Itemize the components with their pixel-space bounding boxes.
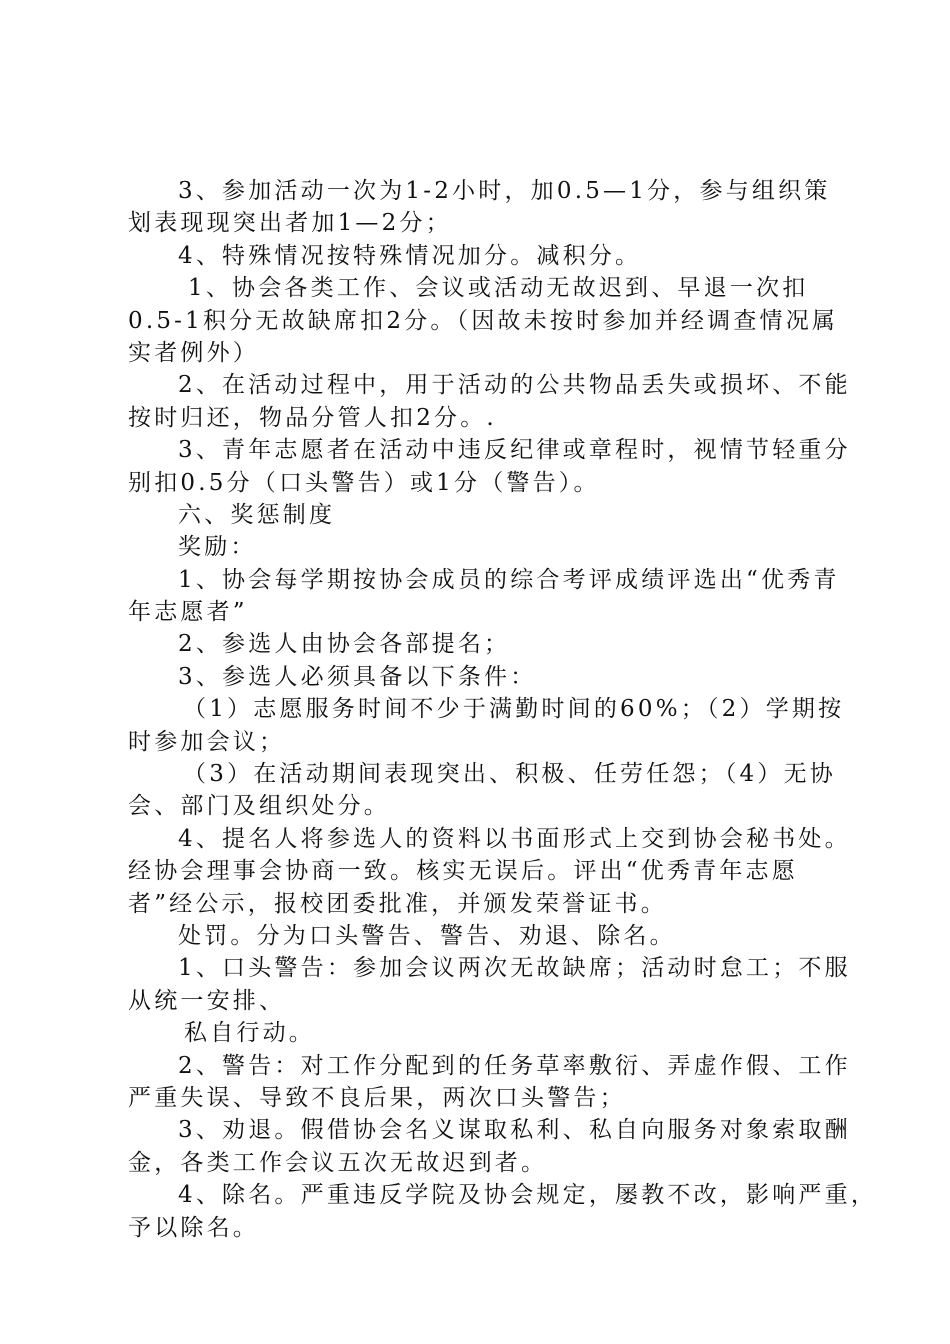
document-body	[128, 175, 878, 1244]
section-heading: 六、奖惩制度	[178, 501, 336, 528]
text-line: 3、参选人必须具备以下条件：	[178, 663, 537, 690]
text-line: 4、提名人将参选人的资料以书面形式上交到协会秘书处。	[178, 825, 851, 852]
sub-heading: 奖励：	[178, 534, 257, 561]
text-line: 严重失误、导致不良后果，两次口头警告；	[128, 1084, 626, 1111]
text-line: 者”经公示，报校团委批准，并颁发荣誉证书。	[128, 890, 667, 917]
text-line: （1）志愿服务时间不少于满勤时间的60%；（2）学期按	[183, 696, 845, 723]
text-line: 私自行动。	[184, 1020, 315, 1047]
text-line: 3、劝退。假借协会名义谋取私利、私自向服务对象索取酬	[178, 1117, 851, 1144]
text-line: 按时归还，物品分管人扣2分。.	[128, 404, 497, 431]
text-line: 经协会理事会协商一致。核实无误后。评出“优秀青年志愿	[128, 858, 798, 885]
text-line: 予以除名。	[128, 1214, 259, 1241]
text-line: 2、参选人由协会各部提名；	[178, 631, 511, 658]
text-line: 别扣0.5分（口头警告）或1分（警告）。	[128, 469, 600, 496]
text-line: 4、除名。严重违反学院及协会规定，屡教不改，影响严重，	[178, 1182, 878, 1209]
text-line: 年志愿者”	[128, 599, 248, 626]
text-line: 3、青年志愿者在活动中违反纪律或章程时，视情节轻重分	[178, 437, 851, 464]
text-line: 0.5-1积分无故缺席扣2分。（因故未按时参加并经调查情况属	[128, 307, 839, 334]
text-line: 1、口头警告：参加会议两次无故缺席；活动时怠工；不服	[178, 955, 851, 982]
text-line: 4、特殊情况按特殊情况加分。减积分。	[178, 242, 642, 269]
text-line: 1、协会每学期按协会成员的综合考评成绩评选出“优秀青	[178, 566, 840, 593]
text-line: 划表现现突出者加1—2分；	[128, 210, 452, 237]
text-line: 2、警告：对工作分配到的任务草率敷衍、弄虚作假、工作	[178, 1052, 851, 1079]
text-line: 金，各类工作会议五次无故迟到者。	[128, 1149, 548, 1176]
text-line: 从统一安排、	[128, 987, 286, 1014]
text-line: 实者例外）	[128, 339, 259, 366]
text-line: （3）在活动期间表现突出、积极、任劳任怨；（4）无协	[183, 761, 836, 788]
text-line: 3、参加活动一次为1-2小时，加0.5—1分，参与组织策	[178, 178, 831, 204]
text-line: 会、部门及组织处分。	[128, 793, 390, 820]
text-line: 2、在活动过程中，用于活动的公共物品丢失或损坏、不能	[178, 372, 851, 399]
sub-heading: 处罚。分为口头警告、警告、劝退、除名。	[178, 922, 676, 949]
text-line: 时参加会议；	[128, 728, 286, 755]
text-line: 1、协会各类工作、会议或活动无故迟到、早退一次扣	[188, 275, 809, 302]
